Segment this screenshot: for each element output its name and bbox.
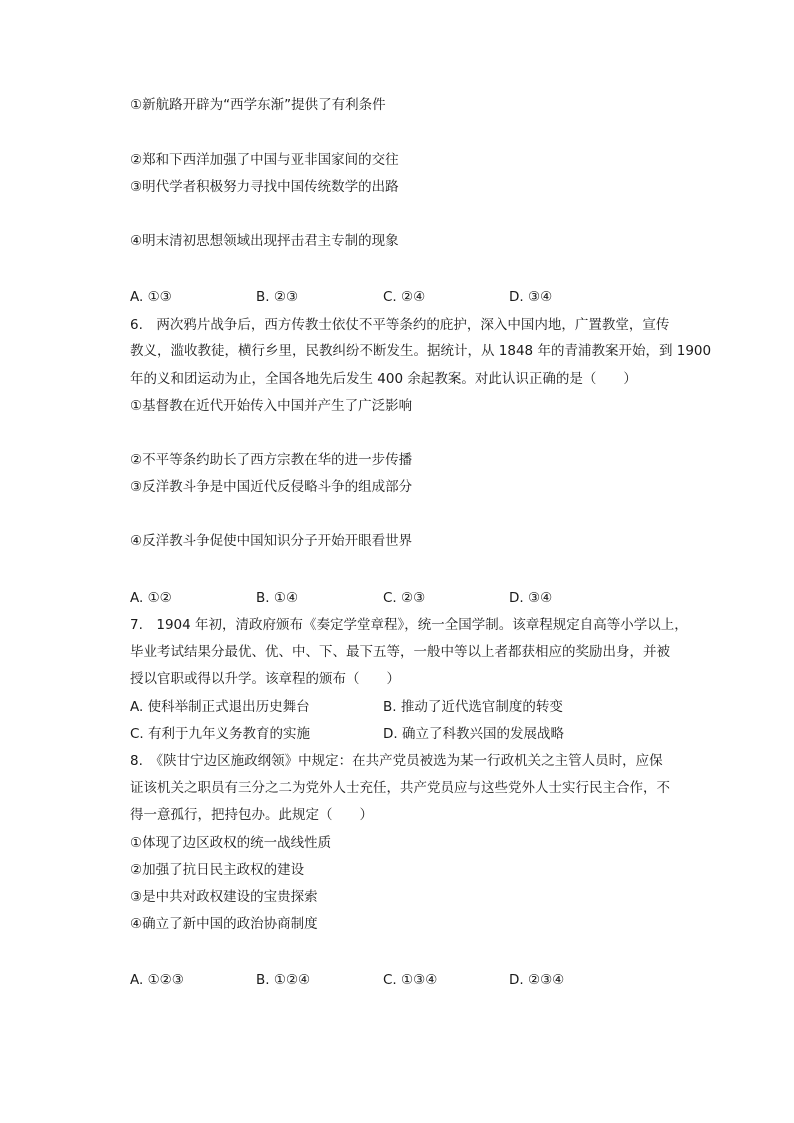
q6-stem-line-3: 年的义和团运动为止，全国各地先后发生 400 余起教案。对此认识正确的是（ ）: [130, 371, 637, 387]
q8-option-a: A. ①②③: [130, 972, 184, 988]
q6-option-a: A. ①②: [130, 590, 172, 606]
q6-option-c: C. ②③: [383, 590, 426, 606]
q8-statement-4: ④确立了新中国的政治协商制度: [130, 916, 318, 932]
q7-stem-line-1: 7. 1904 年初，清政府颁布《奏定学堂章程》，统一全国学制。该章程规定自高等小学以上，: [130, 617, 688, 633]
q6-stem-line-1: 6. 两次鸦片战争后，西方传教士依仗不平等条约的庇护，深入中国内地，广置教堂，宣传: [130, 317, 670, 333]
q6-option-d: D. ③④: [509, 590, 553, 606]
q8-option-b: B. ①②④: [256, 972, 311, 988]
q8-stem-line-3: 得一意孤行，把持包办。此规定（ ）: [130, 807, 373, 823]
q8-stem-line-1: 8. 《陕甘宁边区施政纲领》中规定：在共产党员被选为某一行政机关之主管人员时，应保: [130, 753, 663, 769]
q6-statement-1: ①基督教在近代开始传入中国并产生了广泛影响: [130, 398, 413, 414]
q7-stem-line-3: 授以官职或得以升学。该章程的颁布（ ）: [130, 671, 400, 687]
q6-option-b: B. ①④: [256, 590, 299, 606]
q7-stem-line-2: 毕业考试结果分最优、优、中、下、最下五等，一般中等以上者都获相应的奖励出身，并被: [130, 644, 670, 660]
q6-statement-2: ②不平等条约助长了西方宗教在华的进一步传播: [130, 452, 413, 468]
q6-statement-3: ③反洋教斗争是中国近代反侵略斗争的组成部分: [130, 479, 413, 495]
q8-stem-line-2: 证该机关之职员有三分之二为党外人士充任，共产党员应与这些党外人士实行民主合作，不: [130, 780, 670, 796]
q5-option-c: C. ②④: [383, 289, 426, 305]
q7-option-a: A. 使科举制正式退出历史舞台: [130, 699, 310, 715]
q5-option-b: B. ②③: [256, 289, 299, 305]
q5-option-d: D. ③④: [509, 289, 553, 305]
q7-option-d: D. 确立了科教兴国的发展战略: [383, 726, 564, 742]
q8-statement-1: ①体现了边区政权的统一战线性质: [130, 835, 332, 851]
q8-option-d: D. ②③④: [509, 972, 565, 988]
q8-option-c: C. ①③④: [383, 972, 438, 988]
q5-statement-1: ①新航路开辟为“西学东渐”提供了有利条件: [130, 97, 386, 113]
q6-statement-4: ④反洋教斗争促使中国知识分子开始开眼看世界: [130, 533, 413, 549]
q5-statement-2: ②郑和下西洋加强了中国与亚非国家间的交往: [130, 152, 399, 168]
q8-statement-2: ②加强了抗日民主政权的建设: [130, 862, 305, 878]
q5-option-a: A. ①③: [130, 289, 172, 305]
q8-statement-3: ③是中共对政权建设的宝贵探索: [130, 889, 318, 905]
q6-stem-line-2: 教义，滥收教徒，横行乡里，民教纠纷不断发生。据统计，从 1848 年的青浦教案开始，到 1900: [130, 343, 712, 359]
q7-option-b: B. 推动了近代选官制度的转变: [383, 699, 563, 715]
q5-statement-3: ③明代学者积极努力寻找中国传统数学的出路: [130, 179, 399, 195]
q5-statement-4: ④明末清初思想领域出现抨击君主专制的现象: [130, 233, 399, 249]
q7-option-c: C. 有利于九年义务教育的实施: [130, 726, 311, 742]
